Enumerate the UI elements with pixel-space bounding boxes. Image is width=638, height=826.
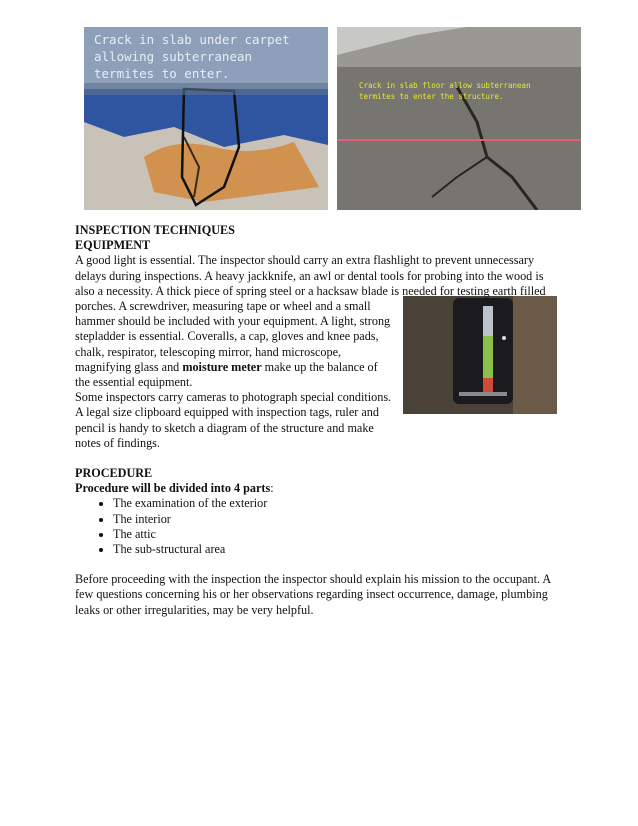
- procedure-heading: PROCEDURE: [75, 466, 153, 481]
- cameras-paragraph: Some inspectors carry cameras to photograph special conditions. A legal size clipboard equipped with inspection tags, ruler and pencil is handy to sketch a diagram of the structure and make notes of findings.: [75, 390, 392, 450]
- equipment-paragraph: A good light is essential. The inspector should carry an extra flashlight to prevent unnecessary delays during inspections. A heavy jackknife, an awl or dental tools for probing into the wood is also a necessity. A thick piece of spring steel or a hacksaw blade is needed for testing earth filled: [75, 253, 546, 298]
- procedure-parts-list: [75, 496, 565, 557]
- moisture-meter-text: moisture meter: [182, 359, 262, 374]
- slab-crack-photo: [337, 27, 581, 210]
- document-body: [75, 223, 565, 618]
- slab-crack-caption: Crack in slab floor allow subterranean termites to enter the structure.: [359, 81, 531, 101]
- closing-paragraph: Before proceeding with the inspection the inspector should explain his mission to the occupant. A few questions concerning his or her observations regarding insect occurrence, damage, plumbing leaks or other irregularities, may be very helpful.: [75, 572, 551, 617]
- equipment-heading: EQUIPMENT: [75, 238, 151, 253]
- list-item: • The sub-structural area: [113, 542, 565, 557]
- procedure-intro: Procedure will be divided into 4 parts:: [75, 481, 274, 496]
- list-item: • The attic: [113, 527, 565, 542]
- equipment-wrapped-text: [75, 299, 393, 451]
- inspection-heading: INSPECTION TECHNIQUES: [75, 223, 235, 237]
- carpet-crack-photo: [84, 27, 328, 210]
- equipment-list-paragraph: porches. A screwdriver, measuring tape or wheel and a small hammer should be included with your equipment. A light, strong stepladder is essential. Coveralls, a cap, gloves and knee pads, chalk, respirator, telescoping mirror, hand microscope, magnifying glass and moisture meter make up the balance of the essential equipment.: [75, 299, 391, 390]
- list-item: • The examination of the exterior: [113, 496, 565, 511]
- carpet-crack-caption: Crack in slab under carpet allowing subterranean termites to enter.: [94, 32, 290, 81]
- list-item: • The interior: [113, 512, 565, 527]
- slab-crack-illustration: [337, 27, 581, 210]
